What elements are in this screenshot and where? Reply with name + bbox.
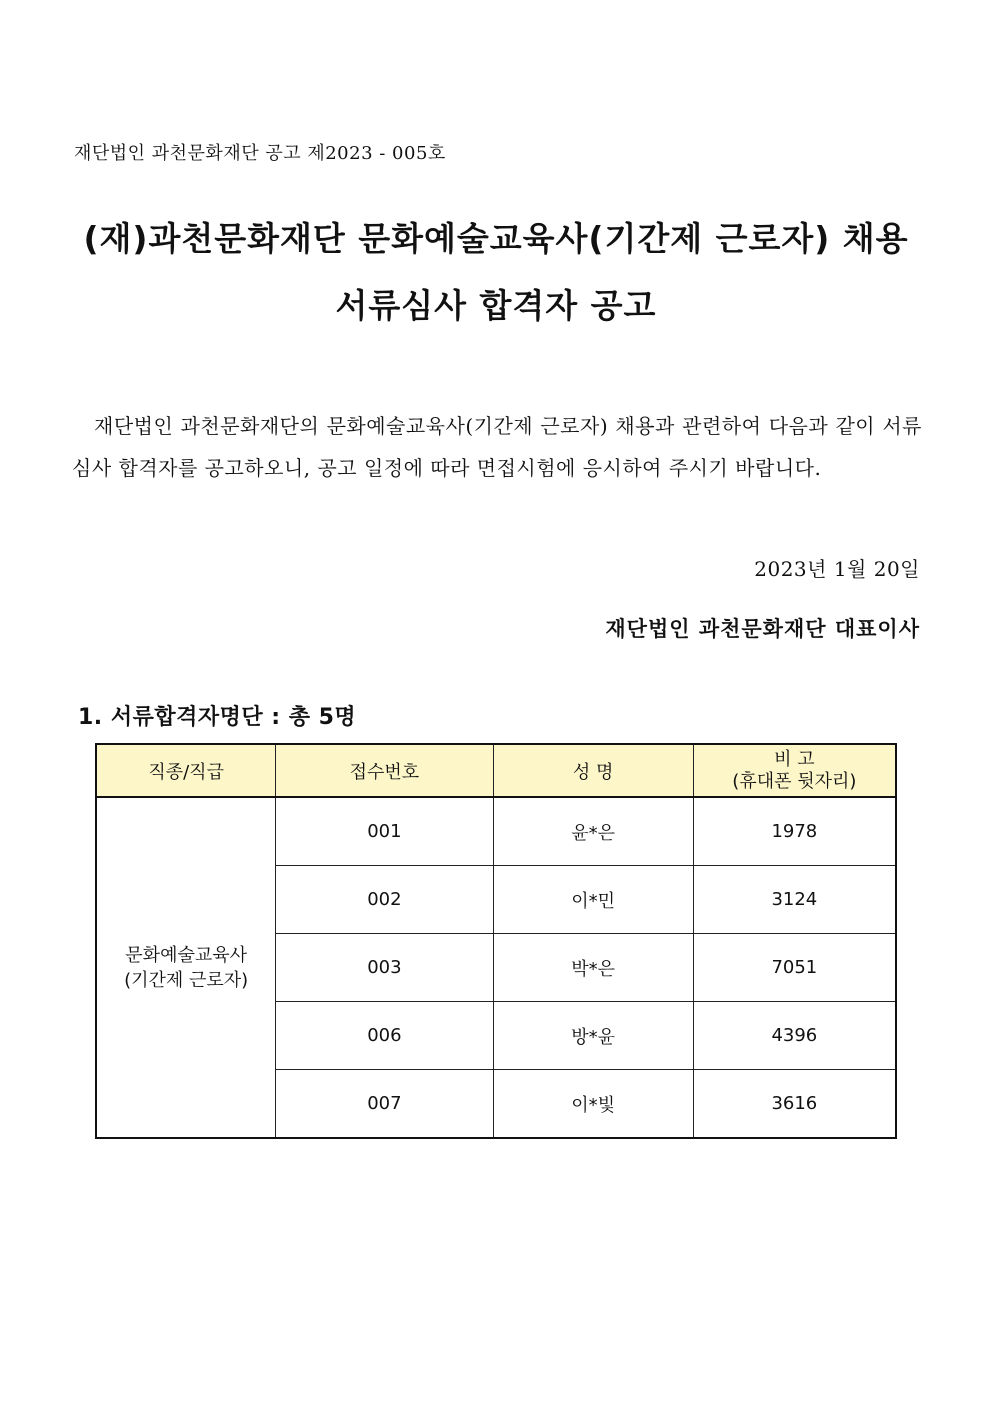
name-cell: 이*민	[493, 866, 693, 934]
name-cell: 박*은	[493, 934, 693, 1002]
page-title-line1: (재)과천문화재단 문화예술교육사(기간제 근로자) 채용	[83, 219, 909, 258]
position-line1: 문화예술교육사	[125, 944, 248, 966]
receipt-no-cell: 001	[276, 797, 493, 866]
signer: 재단법인 과천문화재단 대표이사	[605, 616, 920, 641]
receipt-no-cell: 007	[276, 1070, 493, 1139]
header-receipt-no: 접수번호	[276, 744, 493, 797]
name-cell: 이*빛	[493, 1070, 693, 1139]
header-position: 직종/직급	[96, 744, 276, 797]
header-remark-line1: 비 고	[774, 748, 815, 770]
position-cell	[96, 797, 276, 1138]
phone-cell: 7051	[693, 934, 896, 1002]
result-table	[95, 743, 897, 1139]
name-cell: 방*윤	[493, 1002, 693, 1070]
table-row	[96, 797, 896, 866]
header-name: 성 명	[493, 744, 693, 797]
receipt-no-cell: 006	[276, 1002, 493, 1070]
phone-cell: 1978	[693, 797, 896, 866]
page-title-line2: 서류심사 합격자 공고	[335, 286, 657, 325]
receipt-no-cell: 002	[276, 866, 493, 934]
position-line2: (기간제 근로자)	[124, 969, 249, 991]
name-cell: 윤*은	[493, 797, 693, 866]
phone-cell: 4396	[693, 1002, 896, 1070]
notice-number: 재단법인 과천문화재단 공고 제2023 - 005호	[74, 143, 446, 164]
section-title: 1. 서류합격자명단 : 총 5명	[78, 705, 357, 730]
header-remark-line2: (휴대폰 뒷자리)	[732, 770, 857, 792]
phone-cell: 3616	[693, 1070, 896, 1139]
announcement-body: 재단법인 과천문화재단의 문화예술교육사(기간제 근로자) 채용과 관련하여 다음과 같이 서류심사 합격자를 공고하오니, 공고 일정에 따라 면접시험에 응시하여 주시기 바랍니다.	[72, 414, 922, 480]
receipt-no-cell: 003	[276, 934, 493, 1002]
table-header-row	[96, 744, 896, 797]
phone-cell: 3124	[693, 866, 896, 934]
announcement-date: 2023년 1월 20일	[754, 557, 920, 581]
header-remark	[693, 744, 896, 797]
